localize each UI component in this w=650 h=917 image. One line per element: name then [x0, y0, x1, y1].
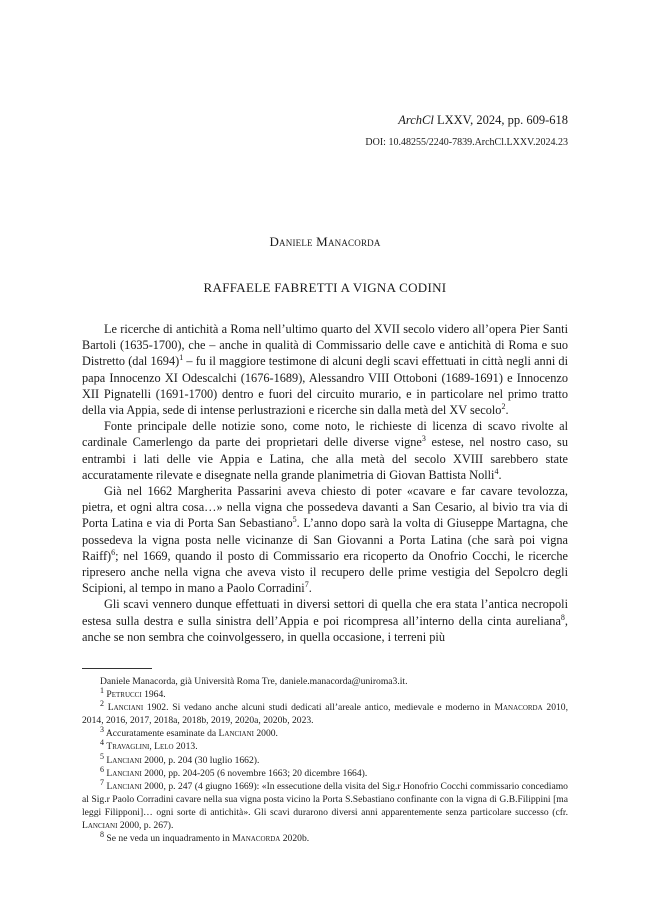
cited-author: Lanciani [106, 767, 142, 779]
footnote-divider [82, 668, 152, 669]
footnote-number: 7 [100, 777, 104, 787]
cited-author: Lanciani [82, 820, 118, 832]
article-title: RAFFAELE FABRETTI A VIGNA CODINI [203, 280, 447, 295]
footnote-8 [82, 829, 568, 845]
text-run: – fu il maggiore testimone di alcuni degli scavi effettuati in città negli anni di papa Innocenzo XI Odescalchi (1676-1689), Alessandro VIII Ottoboni (1689-1691) e Innocenzo XII Pignatelli (1691-1700) dentro e fuori del circuito murario, e in particolare nel primo tratto della via Appia, sede di intense perlustrazioni e ricerche sin dalla metà del XV secolo [82, 354, 568, 418]
footnote-text: 1964. [141, 689, 166, 701]
footnote-text: 2020b. [280, 833, 310, 845]
paragraph-4 [82, 596, 568, 645]
article-author: Daniele Manacorda [269, 234, 381, 249]
footnote-2 [82, 701, 568, 727]
footnote-text: Accuratamente esaminate da [105, 728, 219, 740]
footnote-ref[interactable]: 1 [179, 353, 184, 363]
footnote-number: 2 [100, 699, 104, 708]
cited-author: Lanciani [106, 754, 142, 766]
footnote-5 [82, 751, 568, 767]
text-run: . [505, 403, 509, 418]
text-run: Le ricerche di antichità a Roma nell’ultimo quarto del XVII secolo videro all’opera Pier Santi Bartoli (1635-1700), che – anche in qualità di Commissario delle cave e antichità di Roma e suo Distretto (dal 1694) [82, 322, 568, 369]
journal-citation [398, 113, 568, 128]
text-run: Fonte principale delle notizie sono, come noto, le richieste di licenza di scavo rivolte al cardinale Camerlengo da parte dei proprietari delle diverse vigne [82, 419, 568, 450]
footnote-ref[interactable]: 4 [494, 466, 499, 476]
footnote-ref[interactable]: 5 [292, 515, 297, 525]
footnote-text: 2000, pp. 204-205 (6 novembre 1663; 20 dicembre 1664). [141, 767, 368, 779]
doi[interactable]: DOI: 10.48255/2240-7839.ArchCl.LXXV.2024.23 [365, 137, 568, 148]
cited-author: Lanciani [107, 702, 144, 714]
footnote-text: 2000, p. 204 (30 luglio 1662). [141, 754, 260, 766]
footnote-6 [82, 764, 568, 780]
paragraph-2 [82, 418, 568, 483]
footnote-text: 2000, p. 247 (4 giugno 1669): «In essecutione della visita del Sig.r Honofrio Cocchi commissario concediamo al Sig.r Paolo Corradini cavare nella sua vigna posta vicino la Porta S.Sebastiano confinante con la vigna di G.B.Filippini [ma leggi Filipponi]… ogni sorte di antichità». Gli scavi durarono diversi anni apparentemente senza particolare successo (cfr. [82, 780, 568, 818]
cited-author: Petrucci [106, 689, 142, 701]
footnote-text: 2000, p. 267). [117, 820, 174, 832]
footnote-text: 2000. [253, 728, 278, 740]
cited-author: Travaglini, Lelo [106, 741, 174, 753]
footnote-ref[interactable]: 6 [111, 547, 116, 557]
text-run: estese, nel nostro caso, su entrambi i lati delle vie Appia e Latina, che alla metà del secolo XVIII sarebbero state accuratamente rilevate e disegnate nella grande planimetria di Giovan Battista Nolli [82, 435, 568, 482]
text-run: . [498, 467, 502, 482]
footnote-ref[interactable]: 7 [304, 580, 309, 590]
footnote-number: 8 [100, 829, 104, 839]
footnote-7 [82, 777, 568, 832]
footnotes [82, 675, 568, 845]
footnote-number: 6 [100, 764, 104, 774]
footnote-4 [82, 740, 568, 753]
footnote-number: 1 [100, 685, 104, 695]
footnote-3 [82, 727, 568, 740]
paragraph-1 [82, 321, 568, 418]
footnote-number: 3 [100, 725, 104, 735]
text-run: Gli scavi vennero dunque effettuati in diversi settori di quella che era stata l’antica necropoli estesa sulla destra e sulla sinistra dell’Appia e poi ricompresa all’interno della cinta aureliana [82, 597, 568, 628]
text-run: ; nel 1669, quando il posto di Commissario era ricoperto da Onofrio Cocchi, le ricerche ripresero anche nella vigna che aveva visto il recupero delle prime vestigia del Sepolcro degli Scipioni, al tempo in mano a Paolo Corradini [82, 548, 568, 596]
text-run: . [308, 581, 312, 596]
footnote-text: 2010, 2014, 2016, 2017, 2018a, 2018b, 2019, 2020a, 2020b, 2023. [82, 702, 569, 727]
cited-author: Lanciani [106, 780, 142, 792]
footnote-text: Se ne veda un inquadramento in [106, 833, 233, 845]
footnote-ref[interactable]: 2 [501, 401, 506, 411]
footnote-number: 4 [100, 738, 104, 748]
footnote-ref[interactable]: 3 [421, 434, 426, 444]
cited-author: Lanciani [218, 728, 254, 740]
journal-name: ArchCl [398, 113, 434, 127]
cited-author: Manacorda [232, 833, 281, 845]
text-run: , anche se non sembra che coinvolgessero, in quella occasione, i terreni più [82, 613, 568, 644]
footnote-ref[interactable]: 8 [560, 612, 565, 622]
paragraph-3 [82, 483, 568, 596]
footnote-number: 5 [100, 751, 104, 761]
text-run: Già nel 1662 Margherita Passarini aveva chiesto di poter «cavare e far cavare tevolozza, pietra, et ogni altra cosa…» nella vigna che possedeva davanti a San Cesario, al bivio tra via di Porta Latina e via di Porta San Sebastiano [82, 484, 568, 531]
journal-volume-pages: LXXV, 2024, pp. 609-618 [433, 113, 568, 127]
footnote-text: 1902. Si vedano anche alcuni studi dedicati all’areale antico, medievale e moderno in [143, 702, 495, 714]
cited-author: Manacorda [494, 702, 543, 714]
author-affiliation: Daniele Manacorda, già Università Roma Tre, daniele.manacorda@uniroma3.it. [100, 676, 408, 687]
article-body [82, 321, 568, 645]
footnote-text: 2013. [173, 741, 198, 753]
text-run: . L’anno dopo sarà la volta di Giuseppe Martagna, che possedeva la vigna posta nelle vicinanze di San Giovanni a Porta Latina (che sarà poi vigna Raiff) [82, 516, 568, 563]
footnote-1 [82, 685, 568, 701]
